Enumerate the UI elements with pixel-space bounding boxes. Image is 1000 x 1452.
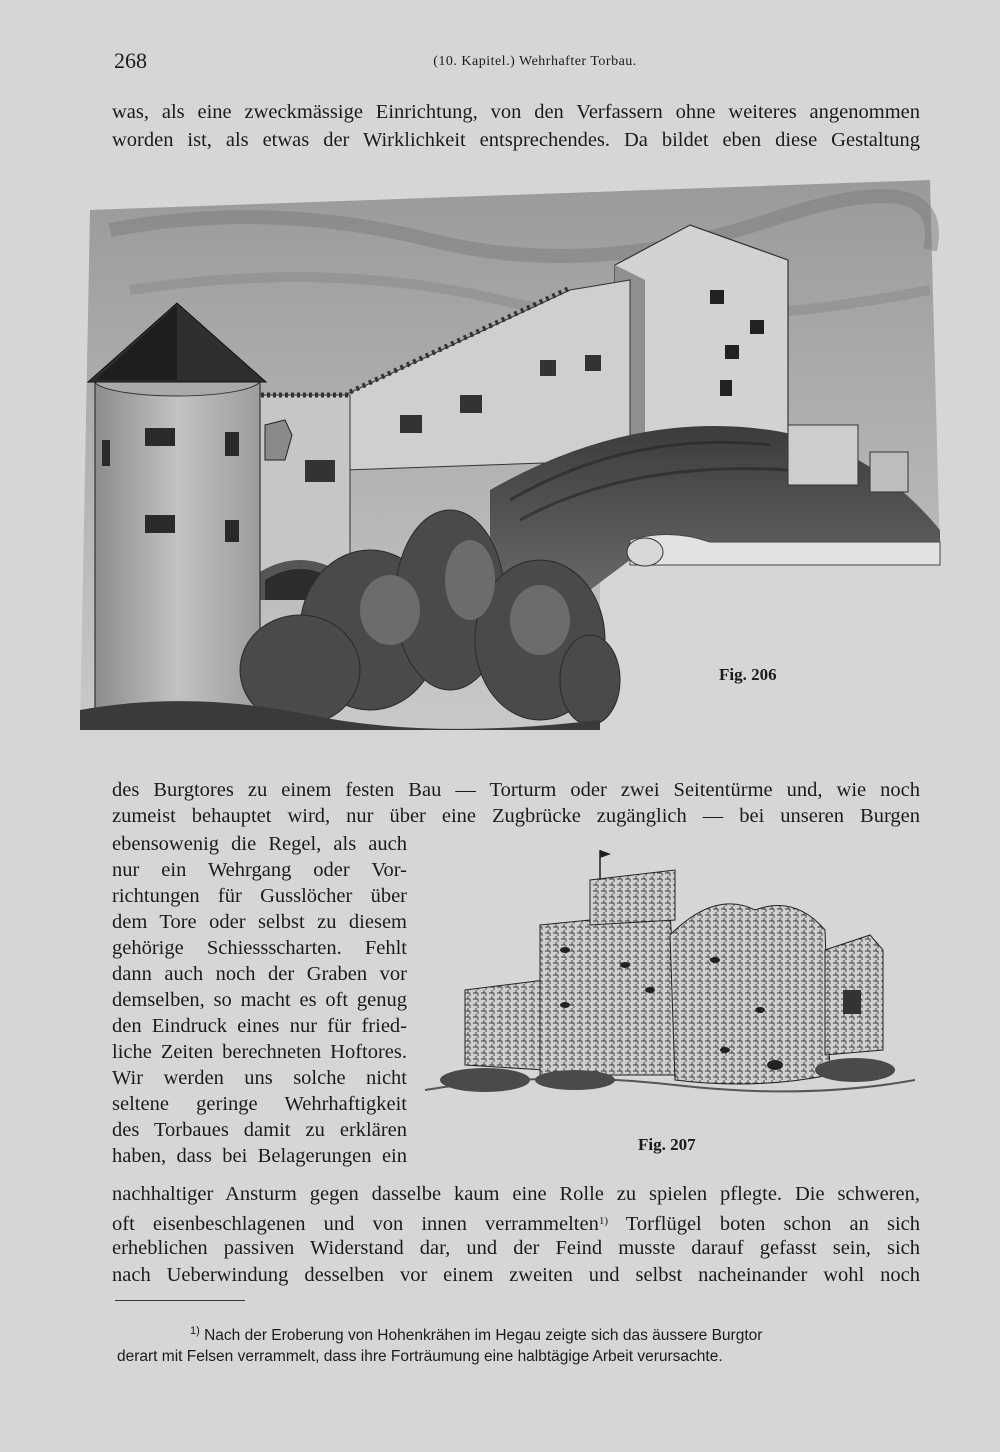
ruin-drawing <box>425 840 915 1100</box>
page-header <box>110 48 930 78</box>
body-line-with-footnote-ref <box>112 1207 920 1235</box>
body-line: zumeist behauptet wird, nur über eine Zugbrücke zugänglich — bei unseren Burgen <box>112 805 920 827</box>
footnote-line <box>190 1320 762 1347</box>
body-line: Wir werden uns solche nicht <box>112 1067 407 1089</box>
running-head: (10. Kapitel.) Wehrhafter Torbau. <box>433 54 637 69</box>
body-line: was, als eine zweckmässige Einrichtung, von den Verfassern ohne weiteres angenommen <box>112 101 920 123</box>
body-line: den Eindruck eines nur für fried- <box>112 1015 407 1037</box>
body-line: liche Zeiten berechneten Hoftores. <box>112 1041 407 1063</box>
body-line: des Torbaues damit zu erklären <box>112 1119 407 1141</box>
figure-206-castle-illustration <box>70 170 955 750</box>
castle-drawing <box>70 170 955 750</box>
footnote-marker: 1) <box>190 1325 200 1337</box>
page-number: 268 <box>114 48 147 73</box>
body-text-segment: oft eisenbeschlagenen und von innen verrammelten <box>112 1213 599 1235</box>
figure-206-caption: Fig. 206 <box>719 665 777 684</box>
body-line: nur ein Wehrgang oder Vor- <box>112 859 407 881</box>
body-line: haben, dass bei Belagerungen ein <box>112 1145 407 1167</box>
body-line: demselben, so macht es oft genug <box>112 989 407 1011</box>
body-line: des Burgtores zu einem festen Bau — Torturm oder zwei Seitentürme und, wie noch <box>112 779 920 801</box>
body-text-segment: Torflügel boten schon an sich <box>625 1213 920 1235</box>
body-line: nachhaltiger Ansturm gegen dasselbe kaum eine Rolle zu spielen pflegte. Die schweren, <box>112 1183 920 1205</box>
body-line: dem Tore oder selbst zu diesem <box>112 911 407 933</box>
body-line: nach Ueberwindung desselben vor einem zweiten und selbst nacheinander wohl noch <box>112 1264 920 1286</box>
footnote-line: derart mit Felsen verrammelt, dass ihre Forträumung eine halbtägige Arbeit verursachte. <box>117 1348 723 1365</box>
footnote-divider <box>115 1300 245 1301</box>
body-line: erheblichen passiven Widerstand dar, und der Feind musste darauf gefasst sein, sich <box>112 1237 920 1259</box>
body-line: richtungen für Gusslöcher über <box>112 885 407 907</box>
figure-207-caption: Fig. 207 <box>638 1135 696 1154</box>
body-line: ebensowenig die Regel, als auch <box>112 833 407 855</box>
body-line: gehörige Schiessscharten. Fehlt <box>112 937 407 959</box>
footnote-reference[interactable]: 1) <box>598 1215 608 1227</box>
body-line: dann auch noch der Graben vor <box>112 963 407 985</box>
footnote-text: Nach der Eroberung von Hohenkrähen im Hegau zeigte sich das äussere Burgtor <box>204 1327 763 1344</box>
body-line: worden ist, als etwas der Wirklichkeit entsprechendes. Da bildet eben diese Gestaltung <box>112 129 920 151</box>
figure-207-ruin-illustration <box>425 840 915 1160</box>
body-line: seltene geringe Wehrhaftigkeit <box>112 1093 407 1115</box>
